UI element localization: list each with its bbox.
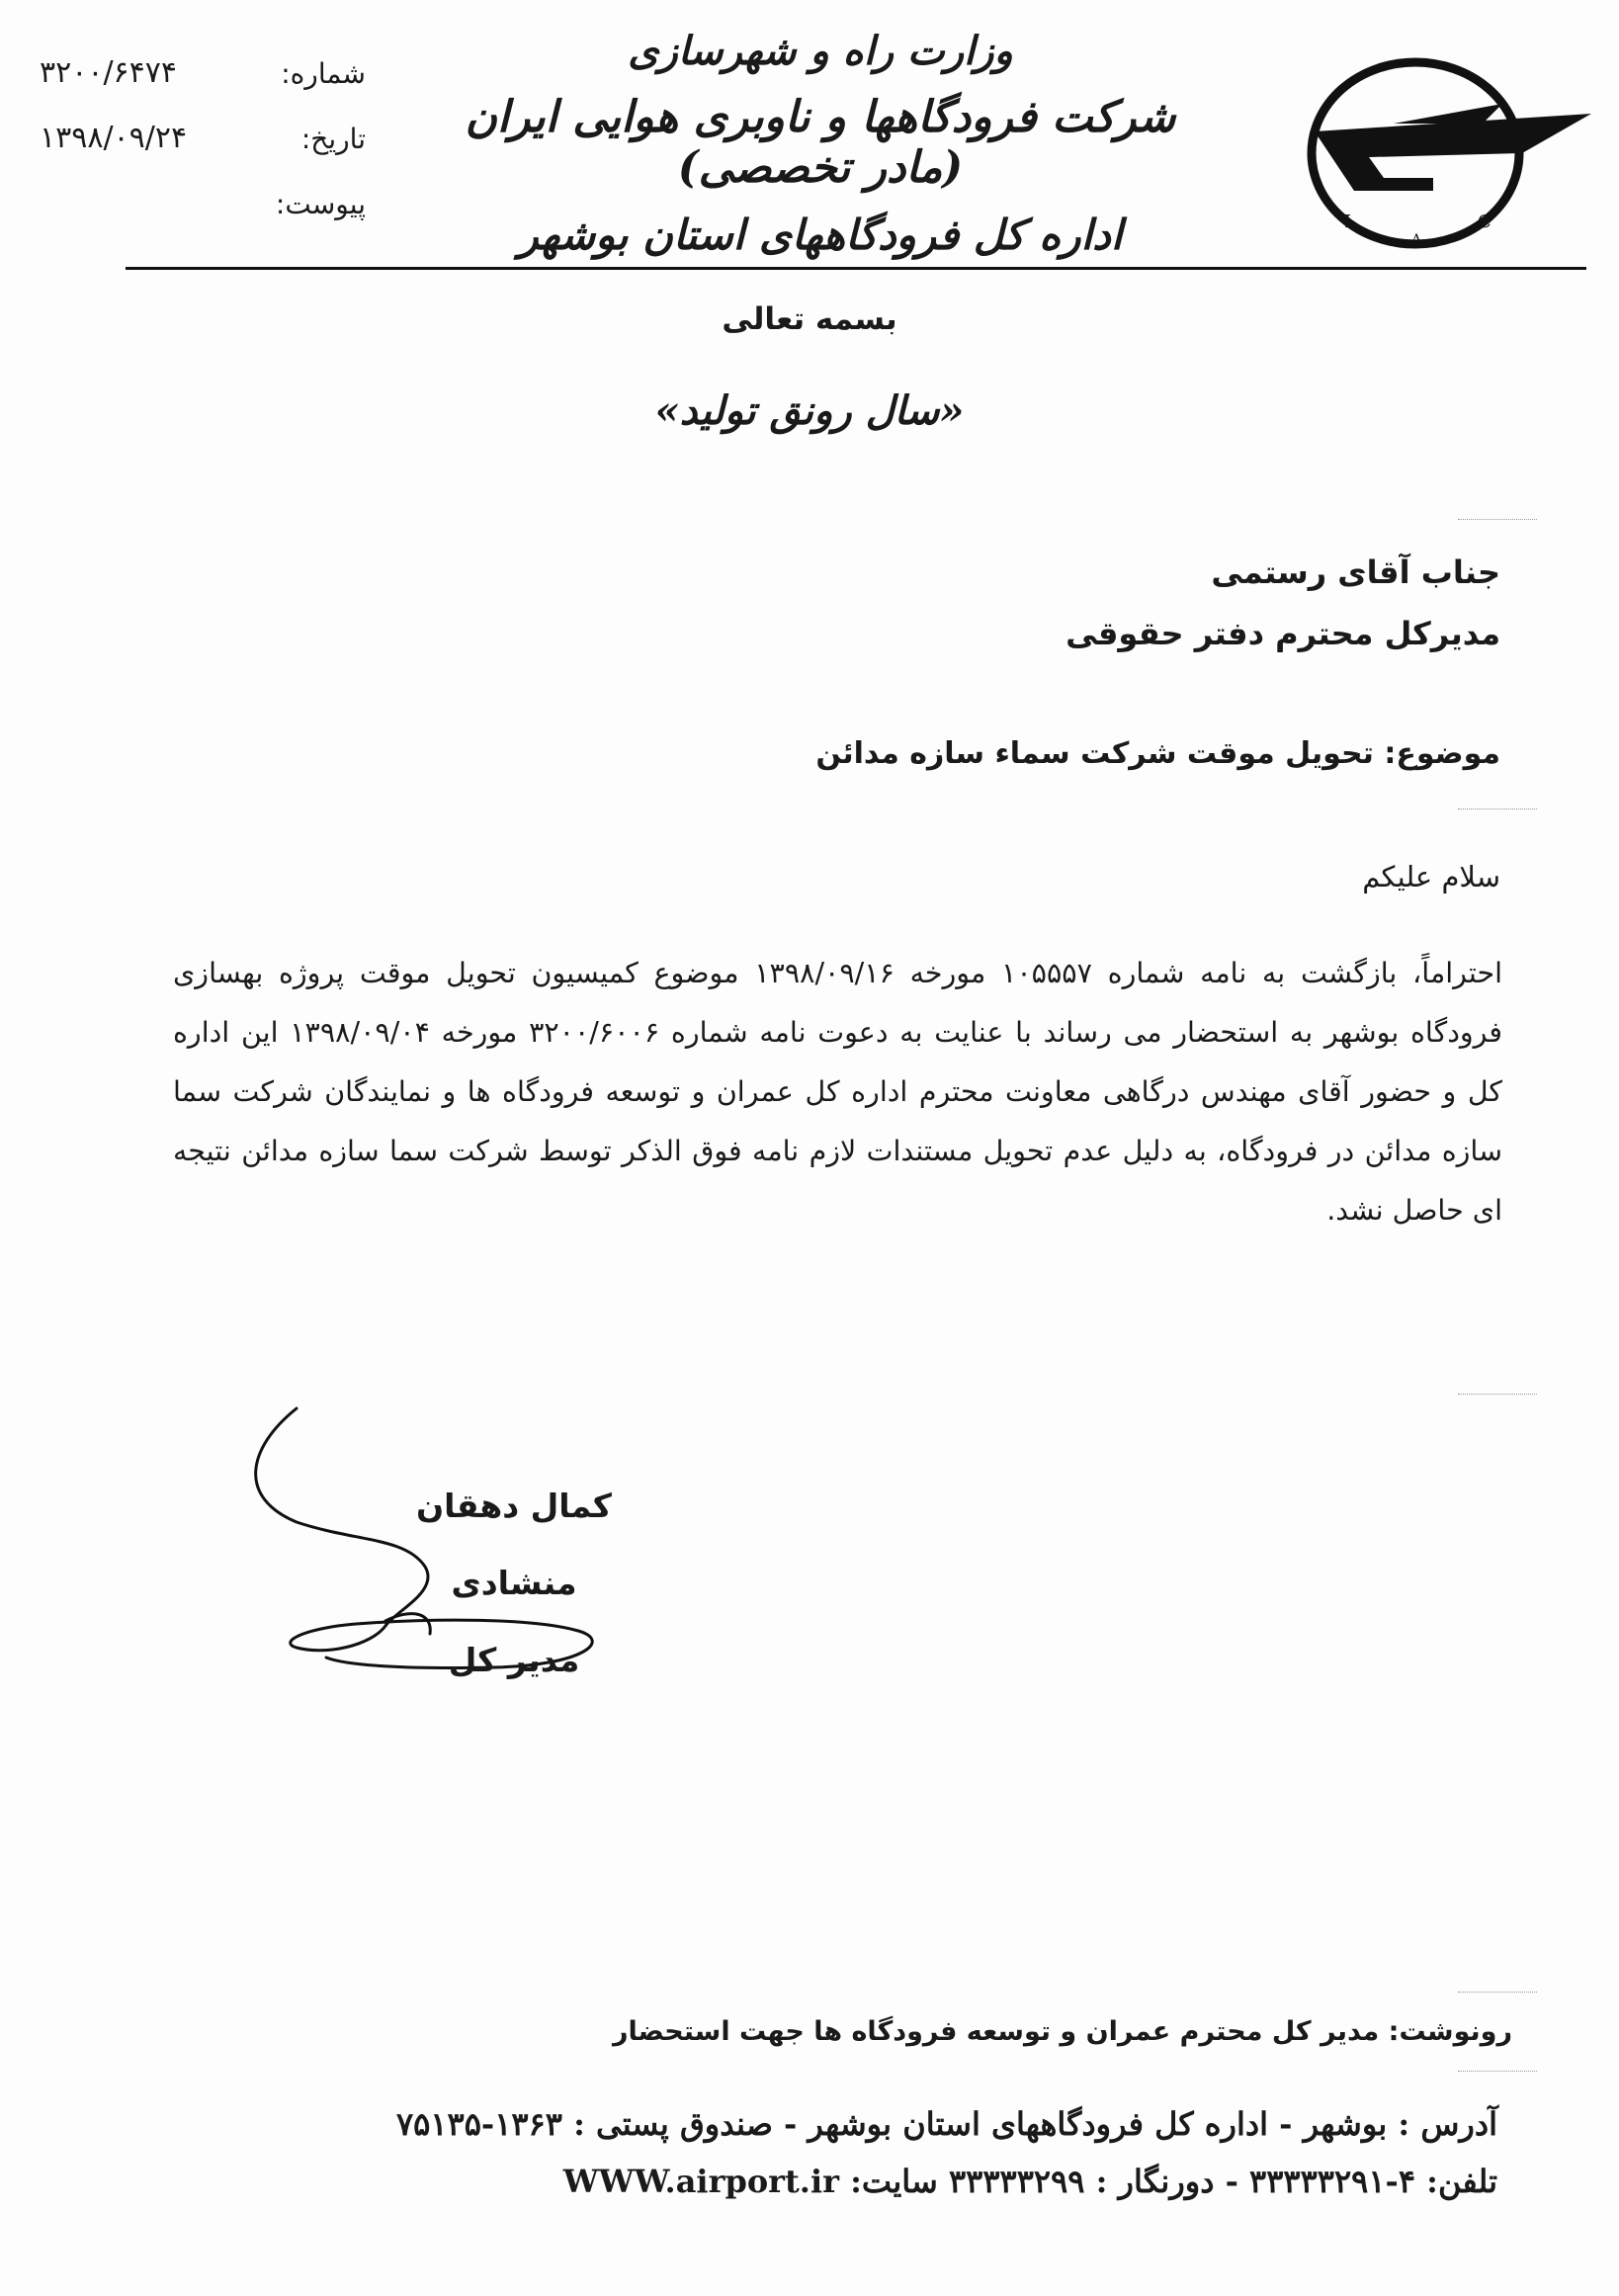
footer-address: آدرس : بوشهر - اداره کل فرودگاههای استان بوشهر - صندوق پستی : ۱۳۶۳-۷۵۱۳۵ (395, 2105, 1497, 2143)
logo-letter-a: A (1411, 232, 1422, 248)
number-label: شماره: (281, 57, 366, 90)
recipient-title: مدیرکل محترم دفتر حقوقی (1065, 615, 1500, 652)
letterhead-titles (425, 28, 1216, 259)
date-value: ۱۳۹۸/۰۹/۲۴ (40, 121, 188, 155)
logo-letter-i: I (1344, 212, 1352, 232)
number-value: ۳۲۰۰/۶۴۷۴ (40, 55, 178, 90)
recipient-block (1065, 542, 1500, 664)
directorate-name: اداره کل فرودگاههای استان بوشهر (518, 211, 1123, 259)
scan-mark (1458, 519, 1537, 520)
signer-title: مدیر کل (448, 1641, 580, 1679)
scan-mark (1458, 808, 1537, 809)
letter-subject: موضوع: تحویل موقت شرکت سماء سازه مدائن (815, 736, 1500, 771)
greeting: سلام علیکم (1362, 860, 1500, 893)
year-motto: «سال رونق تولید» (654, 387, 965, 434)
meta-date-row (40, 115, 366, 180)
date-label: تاریخ: (300, 123, 366, 155)
company-name: شرکت فرودگاهها و ناوبری هوایی ایران (مادر تخصصی) (465, 92, 1176, 193)
letter-footer (267, 2095, 1497, 2210)
iac-logo (1275, 54, 1601, 252)
meta-number-row (40, 49, 366, 115)
letter-body: احتراماً، بازگشت به نامه شماره ۱۰۵۵۵۷ مورخه ۱۳۹۸/۰۹/۱۶ موضوع کمیسیون تحویل موقت پروژه بهسازی فرودگاه بوشهر به استحضار می رساند با عنایت به دعوت نامه شماره ۳۲۰۰/۶۰۰۶ مورخه ۱۳۹۸/۰۹/۰۴ این اداره کل و حضور آقای مهندس درگاهی معاونت محترم اداره کل عمران و توسعه فرودگاه ها و نمایندگان شرکت سما سازه مدائن در فرودگاه، به دلیل عدم تحویل مستندات لازم نامه فوق الذکر توسط شرکت سما سازه مدائن نتیجه ای حاصل نشد. (173, 957, 1502, 1227)
signer-name: کمال دهقان منشادی (416, 1487, 612, 1602)
scan-mark (1458, 2071, 1537, 2072)
letter-meta (40, 49, 366, 245)
scan-mark (1458, 1992, 1537, 1993)
header-divider (126, 267, 1586, 270)
meta-attachment-row (40, 180, 366, 245)
carbon-copy: رونوشت: مدیر کل محترم عمران و توسعه فرودگاه ها جهت استحضار (613, 2016, 1512, 2047)
signer-block (356, 1468, 672, 1699)
logo-letter-c: C (1478, 212, 1491, 232)
scan-mark (1458, 1394, 1537, 1395)
recipient-name: جناب آقای رستمی (1211, 553, 1500, 591)
attachment-label: پیوست: (275, 188, 366, 220)
ministry-name: وزارت راه و شهرسازی (628, 28, 1013, 74)
footer-contact: تلفن: ۴-۳۳۳۳۳۲۹۱ - دورنگار : ۳۳۳۳۳۲۹۹ سایت: WWW.airport.ir (562, 2163, 1497, 2200)
basmala: بسمه تعالی (722, 301, 897, 337)
